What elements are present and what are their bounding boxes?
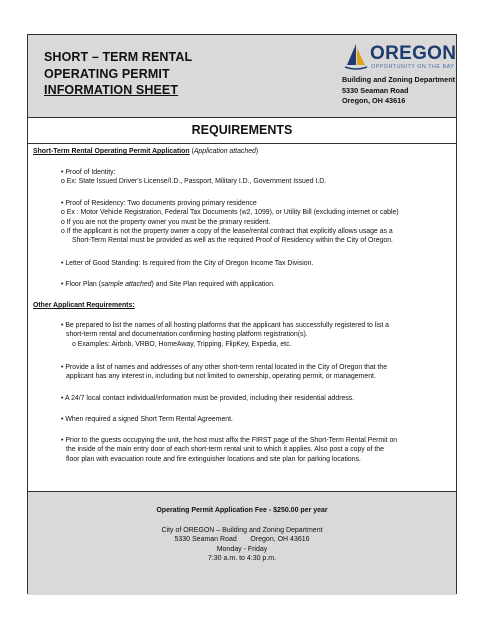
oregon-logo xyxy=(344,43,456,73)
page-title xyxy=(44,49,192,99)
section-application: Short-Term Rental Operating Permit Application (Application attached) xyxy=(33,148,259,155)
sailboat-icon xyxy=(344,43,368,71)
department-address xyxy=(342,75,455,107)
proof-identity: • Proof of Identity: o Ex: State Issued Driver's License/I.D., Passport, Military I.D., Government Issued I.D. xyxy=(61,169,327,186)
floor-plan: • Floor Plan (sample attached) and Site Plan required with application. xyxy=(61,281,275,288)
hosting-platforms: • Be prepared to list the names of all hosting platforms that the applicant has successfully registered to list a short-term rental and documentation confirming hosting platform registration(s). o Examples: Airbnb, VRBO, HomeAway, Tripping, FlipKey, Expedia, etc. xyxy=(61,322,389,348)
title-line-3: INFORMATION SHEET xyxy=(44,83,179,97)
header xyxy=(28,35,456,118)
dept-city: Oregon, OH 43616 xyxy=(342,96,406,105)
logo-tagline: OPPORTUNITY ON THE BAY xyxy=(371,64,455,70)
section-title-other: Other Applicant Requirements: xyxy=(33,302,135,309)
dept-name: Building and Zoning Department xyxy=(342,75,456,84)
rental-agreement: • When required a signed Short Term Rental Agreement. xyxy=(61,416,233,423)
proof-residency: • Proof of Residency: Two documents proving primary residence o Ex : Motor Vehicle Registration, Federal Tax Documents (w2, 1099), or Utility Bill (excluding internet or cable) o If you are not the property owner you must be the primary resident. o If the applicant is not the property owner a copy of the lease/rental contract that explicitly allows usage as a Short-Term Rental must be provided as well as the required Proof of Residency within the City of Oregon. xyxy=(61,200,399,245)
footer-address: 5330 Seaman Road Oregon, OH 43616 xyxy=(174,536,310,544)
info-sheet xyxy=(27,34,457,594)
other-rentals: • Provide a list of names and addresses of any other short-term rental located in the City of Oregon that the applicant has any interest in, including but not limited to ownership, operating permit, or management. xyxy=(61,364,388,381)
dept-street: 5330 Seaman Road xyxy=(342,85,409,95)
good-standing: • Letter of Good Standing: Is required from the City of Oregon Income Tax Division. xyxy=(61,260,314,267)
footer-days: Monday - Friday xyxy=(216,545,268,553)
title-line-1: SHORT – TERM RENTAL xyxy=(44,50,193,64)
section-other xyxy=(33,301,135,310)
fee-footer xyxy=(28,491,456,595)
title-line-2: OPERATING PERMIT xyxy=(44,66,170,81)
footer-hours: 7:30 a.m. to 4:30 p.m. xyxy=(207,555,277,563)
section-title-application: Short-Term Rental Operating Permit Application xyxy=(33,148,190,155)
local-contact: • A 24/7 local contact individual/information must be provided, including their residential address. xyxy=(61,395,355,402)
logo-wordmark: OREGON xyxy=(370,43,457,64)
requirements-heading: REQUIREMENTS xyxy=(28,117,456,144)
fee-amount: Operating Permit Application Fee - $250.00 per year xyxy=(156,507,328,514)
footer-city: City of OREGON – Building and Zoning Department xyxy=(161,526,323,534)
permit-posting: • Prior to the guests occupying the unit, the host must affix the FIRST page of the Short-Term Rental Permit on the inside of the main entry door of each short-term rental unit to which it applies. Also post a copy of the floor plan with evacuation route and fire extinguisher locations and site plan for parking locations. xyxy=(61,437,398,463)
